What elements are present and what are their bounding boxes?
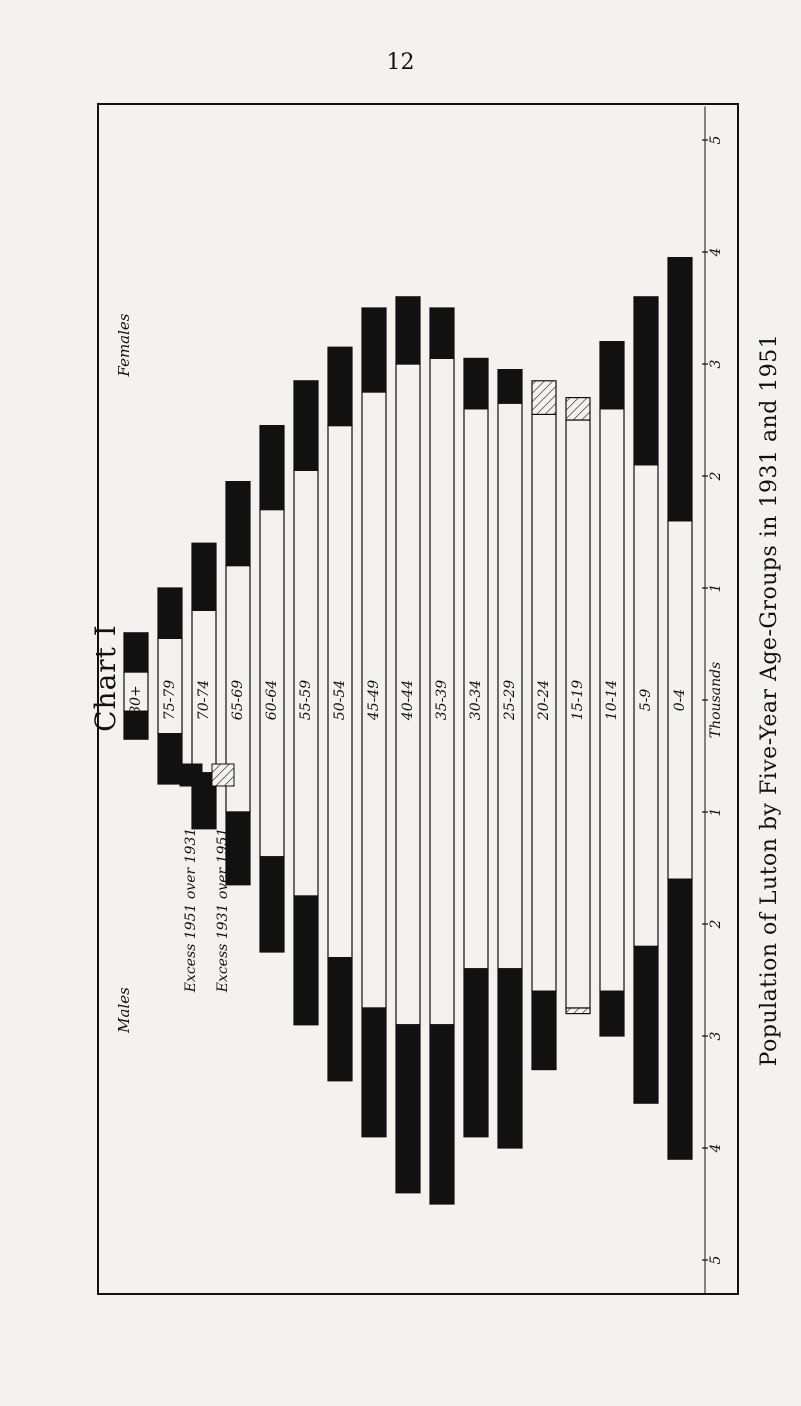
axis-tick-label: 4 xyxy=(708,247,724,257)
age-label-75-79: 75-79 xyxy=(162,679,178,721)
age-label-55-59: 55-59 xyxy=(298,679,314,721)
bar-male-excess-55-59 xyxy=(294,896,318,1025)
bar-male-excess-20-24 xyxy=(532,991,556,1069)
page-number: 12 xyxy=(386,50,415,75)
bar-male-excess-35-39 xyxy=(430,1025,454,1204)
bar-female-excess-10-14 xyxy=(600,342,624,409)
bar-female-excess-55-59 xyxy=(294,381,318,471)
age-label-0-4: 0-4 xyxy=(672,688,688,712)
bar-female-excess-20-24 xyxy=(532,381,556,415)
age-label-20-24: 20-24 xyxy=(536,679,552,721)
age-label-60-64: 60-64 xyxy=(264,679,280,721)
bar-male-excess-10-14 xyxy=(600,991,624,1036)
axis-tick-label: 2 xyxy=(708,919,724,929)
bar-female-excess-75-79 xyxy=(158,588,182,638)
legend-swatch-1931 xyxy=(212,764,234,786)
bar-female-excess-45-49 xyxy=(362,308,386,392)
axis-tick-label: 2 xyxy=(708,471,724,481)
bar-female-excess-50-54 xyxy=(328,347,352,425)
side-label-females: Females xyxy=(115,313,133,377)
bar-female-excess-30-34 xyxy=(464,358,488,408)
axis-tick-label: 5 xyxy=(708,1255,724,1265)
axis-tick-label: 3 xyxy=(708,1031,724,1041)
bar-male-excess-15-19 xyxy=(566,1008,590,1014)
legend-swatch-1951 xyxy=(180,764,202,786)
age-label-25-29: 25-29 xyxy=(502,679,518,721)
bar-male-excess-40-44 xyxy=(396,1025,420,1193)
axis-tick-label: 4 xyxy=(708,1143,724,1153)
axis-tick-label: 1 xyxy=(708,807,724,817)
legend-label-1951: Excess 1951 over 1931 xyxy=(183,827,199,993)
bar-female-excess-35-39 xyxy=(430,308,454,358)
axis-title: Thousands xyxy=(708,661,724,739)
side-label-males: Males xyxy=(115,987,133,1033)
bar-male-excess-75-79 xyxy=(158,734,182,784)
bar-male-excess-25-29 xyxy=(498,969,522,1148)
bar-female-excess-15-19 xyxy=(566,398,590,420)
bar-female-excess-70-74 xyxy=(192,543,216,610)
chart-heading: Chart I xyxy=(89,624,122,732)
legend-label-1931: Excess 1931 over 1951 xyxy=(215,827,231,993)
age-label-5-9: 5-9 xyxy=(638,688,654,712)
axis-tick-label: 5 xyxy=(708,135,724,145)
bar-female-excess-80+ xyxy=(124,633,148,672)
bar-male-excess-50-54 xyxy=(328,958,352,1081)
bar-male-excess-30-34 xyxy=(464,969,488,1137)
age-label-80+: 80+ xyxy=(128,685,144,715)
bar-female-excess-25-29 xyxy=(498,370,522,404)
bar-female-excess-60-64 xyxy=(260,426,284,510)
bar-male-excess-5-9 xyxy=(634,946,658,1103)
axis-tick-label: 1 xyxy=(708,583,724,593)
bar-male-excess-45-49 xyxy=(362,1008,386,1137)
age-label-70-74: 70-74 xyxy=(196,679,212,721)
bar-male-excess-0-4 xyxy=(668,879,692,1159)
bar-female-excess-40-44 xyxy=(396,297,420,364)
bar-male-excess-60-64 xyxy=(260,857,284,952)
age-label-35-39: 35-39 xyxy=(434,679,450,721)
age-label-50-54: 50-54 xyxy=(332,679,348,721)
age-label-15-19: 15-19 xyxy=(570,679,586,721)
age-label-30-34: 30-34 xyxy=(468,679,484,721)
axis-tick-label: 3 xyxy=(708,359,724,369)
bar-female-excess-5-9 xyxy=(634,297,658,465)
age-label-65-69: 65-69 xyxy=(230,679,246,721)
bar-female-excess-0-4 xyxy=(668,258,692,521)
age-label-45-49: 45-49 xyxy=(366,679,382,721)
age-label-40-44: 40-44 xyxy=(400,679,416,721)
age-label-10-14: 10-14 xyxy=(604,679,620,721)
bar-female-excess-65-69 xyxy=(226,482,250,566)
chart-caption: Population of Luton by Five-Year Age-Groups in 1931 and 1951 xyxy=(757,333,782,1067)
